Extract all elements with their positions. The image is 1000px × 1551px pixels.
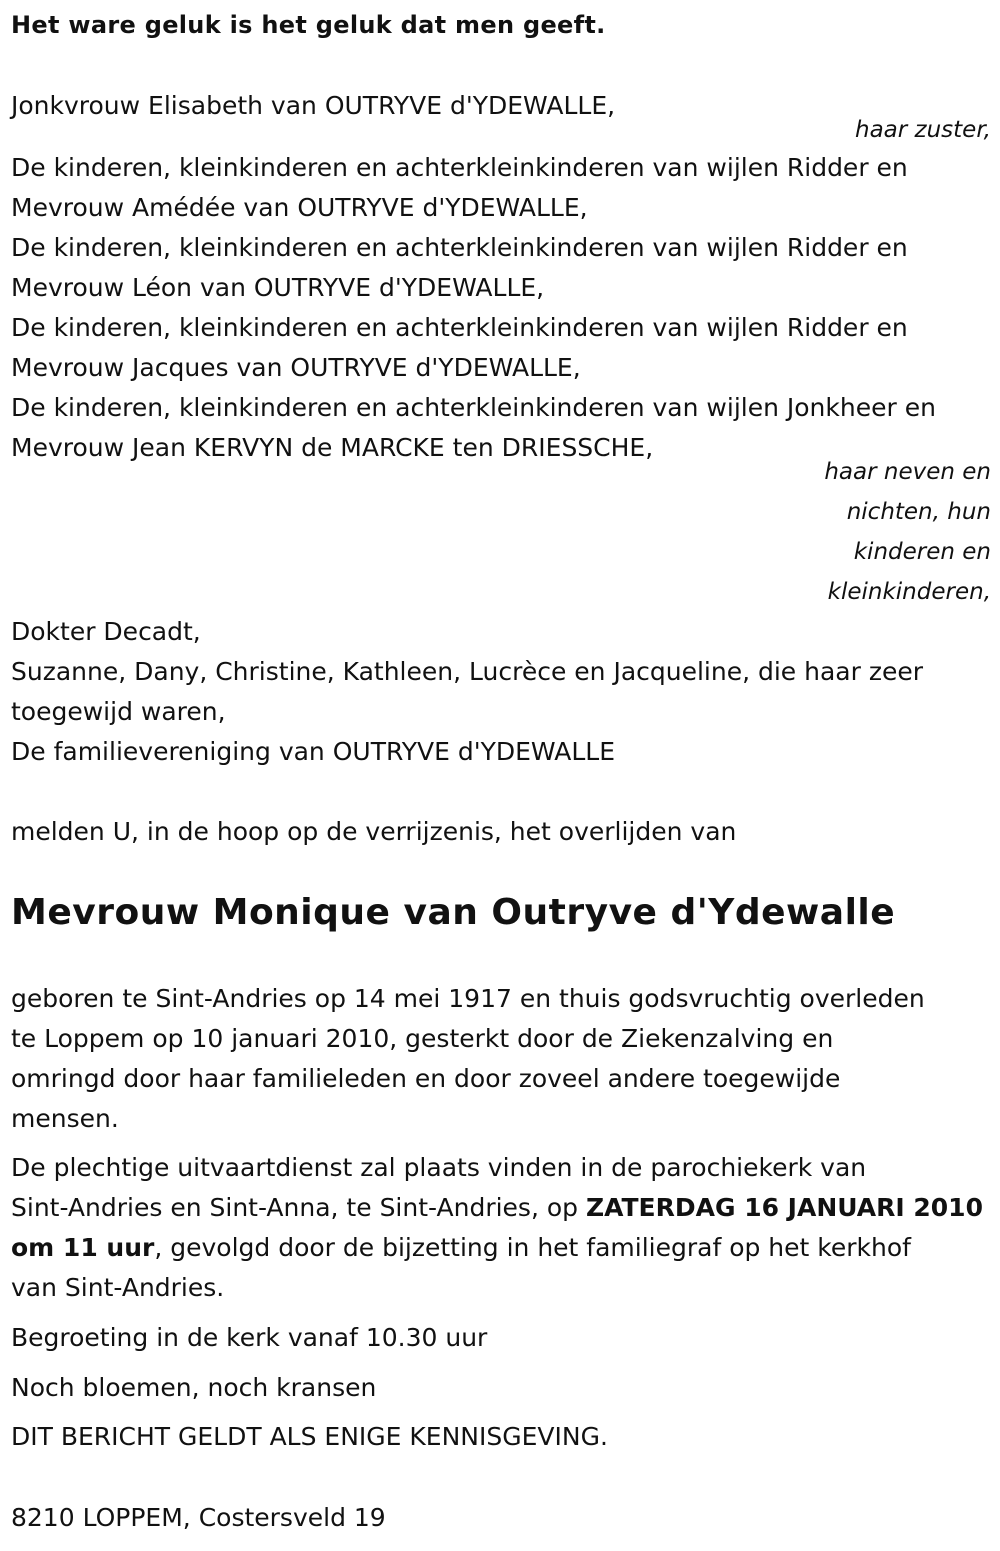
family-line: Mevrouw Amédée van OUTRYVE d'YDEWALLE, — [11, 193, 588, 222]
sister-relation: haar zuster, — [855, 117, 991, 143]
notice-line: DIT BERICHT GELDT ALS ENIGE KENNISGEVING. — [11, 1422, 608, 1451]
funeral-block — [11, 1148, 991, 1308]
sister-relation-block — [11, 110, 991, 150]
others-line: Dokter Decadt, — [11, 617, 201, 646]
flowers-block — [11, 1368, 991, 1408]
family-line: De kinderen, kleinkinderen en achterkleinkinderen van wijlen Ridder en — [11, 233, 908, 262]
funeral-line — [11, 1228, 991, 1268]
family-line: De kinderen, kleinkinderen en achterkleinkinderen van wijlen Ridder en — [11, 313, 908, 342]
announce-block — [11, 812, 991, 852]
others-line: toegewijd waren, — [11, 697, 226, 726]
relation-line: haar neven en — [824, 459, 991, 485]
birth-death-line: mensen. — [11, 1104, 119, 1133]
address-block — [11, 1498, 991, 1538]
birth-death-block — [11, 979, 991, 1139]
others-block — [11, 612, 991, 772]
family-line: De kinderen, kleinkinderen en achterkleinkinderen van wijlen Jonkheer en — [11, 393, 936, 422]
birth-death-line: geboren te Sint-Andries op 14 mei 1917 en thuis godsvruchtig overleden — [11, 984, 925, 1013]
birth-death-line: te Loppem op 10 januari 2010, gesterkt door de Ziekenzalving en — [11, 1024, 834, 1053]
motto: Het ware geluk is het geluk dat men geeft. — [11, 11, 606, 39]
address-line: 8210 LOPPEM, Costersveld 19 — [11, 1503, 386, 1532]
family-lines — [11, 148, 991, 468]
family-line: Mevrouw Léon van OUTRYVE d'YDEWALLE, — [11, 273, 545, 302]
funeral-time: om 11 uur — [11, 1233, 155, 1262]
sister-line: Jonkvrouw Elisabeth van OUTRYVE d'YDEWALLE, — [11, 91, 616, 120]
deceased-name: Mevrouw Monique van Outryve d'Ydewalle — [11, 892, 896, 933]
announce-line: melden U, in de hoop op de verrijzenis, het overlijden van — [11, 817, 737, 846]
family-line: De kinderen, kleinkinderen en achterkleinkinderen van wijlen Ridder en — [11, 153, 908, 182]
nephews-relation-block — [11, 452, 991, 612]
relation-line: kleinkinderen, — [827, 579, 991, 605]
funeral-line: van Sint-Andries. — [11, 1273, 225, 1302]
birth-death-line: omringd door haar familieleden en door zoveel andere toegewijde — [11, 1064, 841, 1093]
greeting-line: Begroeting in de kerk vanaf 10.30 uur — [11, 1323, 488, 1352]
relation-line: kinderen en — [853, 539, 991, 565]
funeral-text: Sint-Andries en Sint-Anna, te Sint-Andries, op — [11, 1193, 586, 1222]
greeting-block — [11, 1318, 991, 1358]
relation-line: nichten, hun — [846, 499, 991, 525]
funeral-text: , gevolgd door de bijzetting in het familiegraf op het kerkhof — [154, 1233, 911, 1262]
family-line: Mevrouw Jacques van OUTRYVE d'YDEWALLE, — [11, 353, 581, 382]
others-line: Suzanne, Dany, Christine, Kathleen, Lucrèce en Jacqueline, die haar zeer — [11, 657, 923, 686]
others-line: De familievereniging van OUTRYVE d'YDEWALLE — [11, 737, 616, 766]
notice-block — [11, 1417, 991, 1457]
family-line: Mevrouw Jean KERVYN de MARCKE ten DRIESSCHE, — [11, 433, 654, 462]
funeral-line: De plechtige uitvaartdienst zal plaats vinden in de parochiekerk van — [11, 1153, 867, 1182]
funeral-date: ZATERDAG 16 JANUARI 2010 — [585, 1193, 983, 1222]
flowers-line: Noch bloemen, noch kransen — [11, 1373, 377, 1402]
funeral-line — [11, 1188, 991, 1228]
